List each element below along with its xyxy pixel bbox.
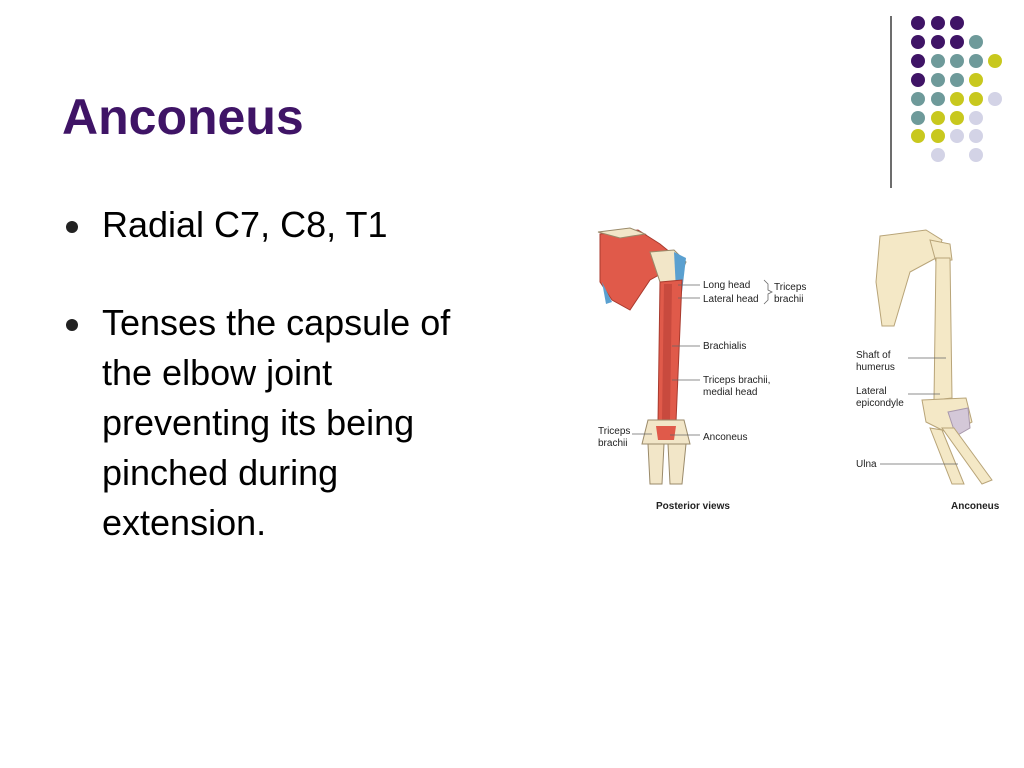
decorative-dot — [911, 16, 925, 30]
caption-posterior-views: Posterior views — [656, 501, 730, 512]
bullet-item — [62, 200, 492, 250]
label-lateral-epicondyle: Lateral — [856, 386, 887, 397]
bullet-marker — [66, 221, 78, 233]
decorative-dot — [988, 54, 1002, 68]
decorative-dot — [969, 111, 983, 125]
decorative-dot — [969, 148, 983, 162]
bullet-text: Tenses the capsule of the elbow joint preventing its being pinched during extension. — [102, 302, 451, 543]
anconeus-view-drawing — [876, 230, 992, 484]
decorative-dot — [950, 54, 964, 68]
decorative-dot — [911, 111, 925, 125]
decorative-dot — [950, 92, 964, 106]
decorative-dot — [911, 54, 925, 68]
decorative-dot — [911, 35, 925, 49]
decorative-dot — [950, 129, 964, 143]
label-triceps-brachii-group: Triceps — [774, 282, 807, 293]
label-long-head: Long head — [703, 280, 751, 291]
decorative-dot — [969, 129, 983, 143]
label-triceps-medial-head-2: medial head — [703, 387, 758, 398]
bullet-marker — [66, 319, 78, 331]
decorative-dot — [950, 111, 964, 125]
label-lateral-epicondyle-2: epicondyle — [856, 398, 904, 409]
label-triceps-brachii-group-2: brachii — [774, 294, 804, 305]
label-lateral-head: Lateral head — [703, 294, 759, 305]
decorative-dot — [969, 92, 983, 106]
decorative-dot — [911, 73, 925, 87]
caption-anconeus: Anconeus — [951, 501, 1000, 512]
label-triceps-brachii-left-2: brachii — [598, 438, 628, 449]
anatomy-figure — [590, 222, 1010, 522]
bullet-list — [62, 200, 492, 548]
decorative-dot — [931, 73, 945, 87]
bullet-item — [62, 298, 492, 548]
decorative-dot — [931, 35, 945, 49]
label-anconeus: Anconeus — [703, 432, 748, 443]
label-triceps-brachii-left: Triceps — [598, 426, 631, 437]
label-brachialis: Brachialis — [703, 341, 747, 352]
decorative-dot — [969, 54, 983, 68]
slide-title: Anconeus — [62, 89, 304, 145]
anatomy-illustration — [590, 222, 1010, 522]
decorative-dot — [969, 35, 983, 49]
decorative-dot — [931, 111, 945, 125]
label-shaft-of-humerus: Shaft of — [856, 350, 891, 361]
decorative-dot — [950, 16, 964, 30]
label-ulna: Ulna — [856, 459, 877, 470]
decorative-dot — [911, 92, 925, 106]
label-triceps-medial-head: Triceps brachii, — [703, 375, 771, 386]
decorative-dot — [950, 35, 964, 49]
decorative-dot — [950, 73, 964, 87]
vertical-divider — [890, 16, 892, 188]
decorative-dot — [931, 54, 945, 68]
bullet-text: Radial C7, C8, T1 — [102, 204, 388, 245]
decorative-dot — [931, 129, 945, 143]
decorative-dot — [988, 92, 1002, 106]
decorative-dot — [969, 73, 983, 87]
label-shaft-of-humerus-2: humerus — [856, 362, 895, 373]
decorative-dot — [931, 16, 945, 30]
decorative-dot — [931, 92, 945, 106]
decorative-dot — [911, 129, 925, 143]
decorative-dot — [931, 148, 945, 162]
